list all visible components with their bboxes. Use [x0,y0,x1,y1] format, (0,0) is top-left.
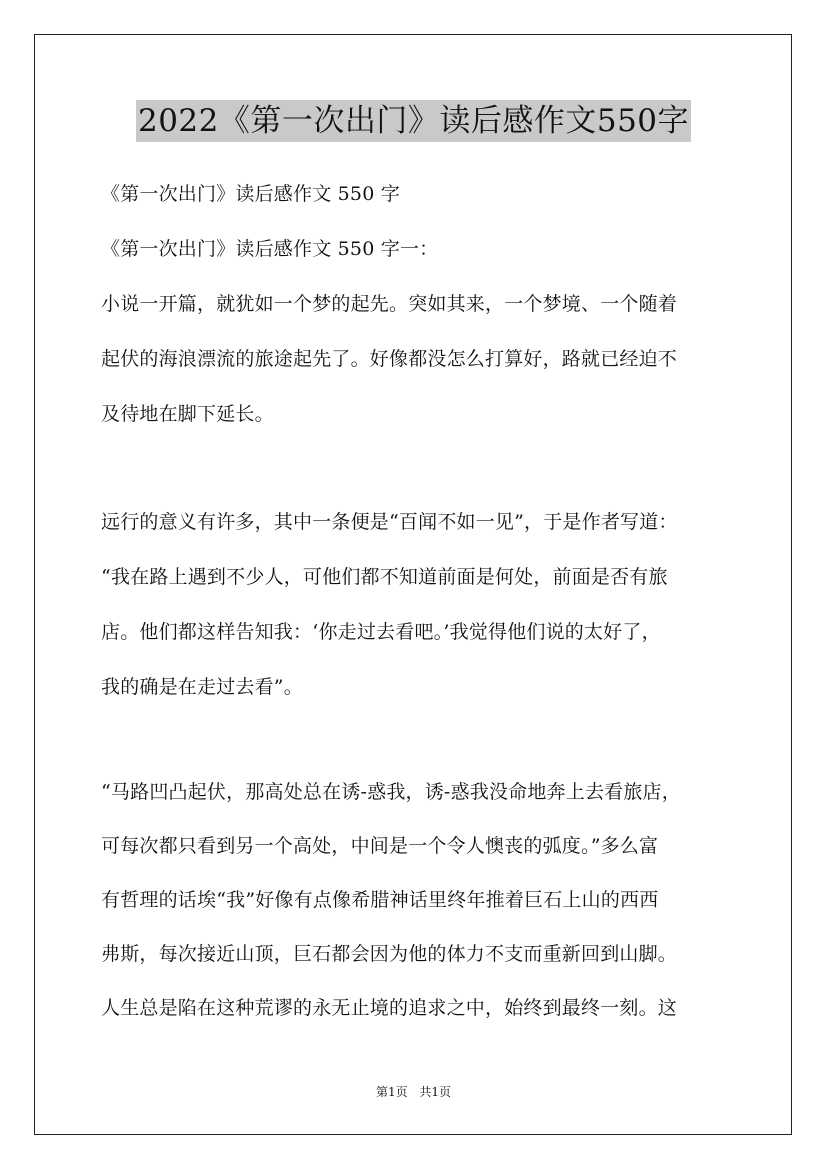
paragraph-line: 有哲理的话埃“我”好像有点像希腊神话里终年推着巨石上山的西西 [101,889,659,911]
paragraph-line: 小说一开篇，就犹如一个梦的起先。突如其来，一个梦境、一个随着 [101,293,678,315]
document-title: 2022《第一次出门》读后感作文550字 [136,100,691,142]
section-heading: 《第一次出门》读后感作文 550 字一： [101,238,439,260]
paragraph-line: 弗斯，每次接近山顶，巨石都会因为他的体力不支而重新回到山脚。 [101,943,678,965]
document-subtitle: 《第一次出门》读后感作文 550 字 [101,183,400,205]
page-number-total: 共1页 [419,1085,452,1099]
paragraph-line: 远行的意义有许多，其中一条便是“百闻不如一见”，于是作者写道： [101,511,678,533]
paragraph-line: 人生总是陷在这种荒谬的永无止境的追求之中，始终到最终一刻。这 [101,997,678,1019]
paragraph-line: “马路凹凸起伏，那高处总在诱-惑我，诱-惑我没命地奔上去看旅店， [101,781,681,803]
page-number-current: 第1页 [375,1085,408,1099]
paragraph-line: “我在路上遇到不少人，可他们都不知道前面是何处，前面是否有旅 [101,566,668,588]
paragraph-line: 及待地在脚下延长。 [101,403,274,425]
page-footer [0,1084,827,1100]
paragraph-line: 可每次都只看到另一个高处，中间是一个令人懊丧的弧度。”多么富 [101,835,659,857]
paragraph-line: 店。他们都这样告知我：‘你走过去看吧。’我觉得他们说的太好了， [101,621,661,643]
paragraph-line: 我的确是在走过去看”。 [101,676,303,698]
paragraph-line: 起伏的海浪漂流的旅途起先了。好像都没怎么打算好，路就已经迫不 [101,348,678,370]
title-container [0,100,827,142]
